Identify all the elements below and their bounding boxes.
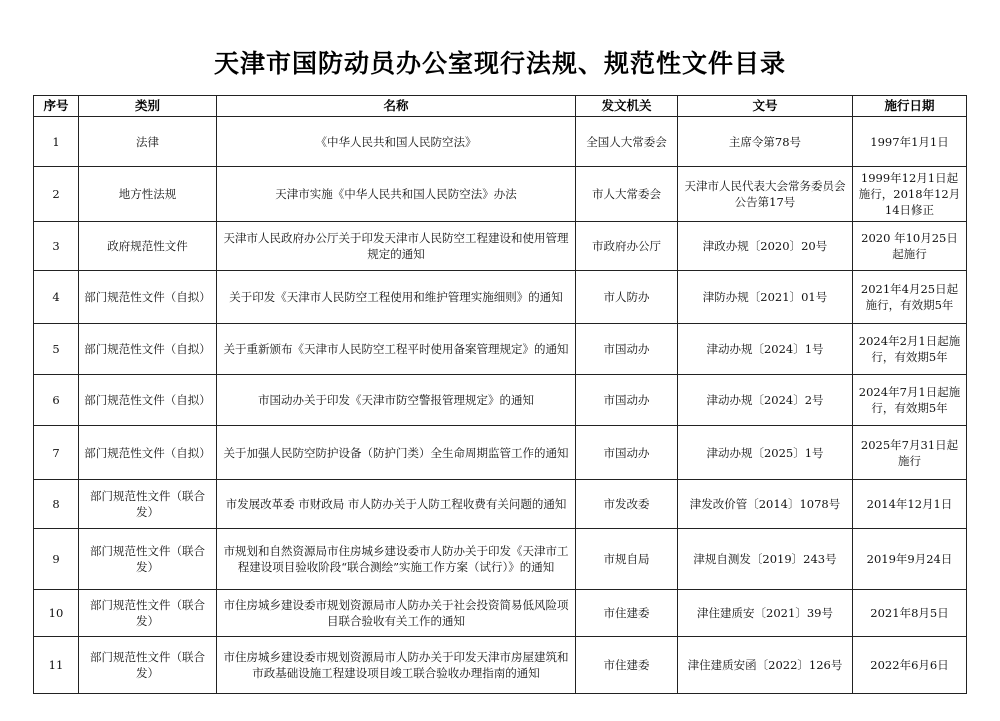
header-category: 类别 — [79, 96, 217, 117]
table-row — [34, 167, 967, 222]
table-row — [34, 426, 967, 480]
table-row — [34, 324, 967, 375]
cell-issuer: 市政府办公厅 — [576, 222, 678, 271]
table-row — [34, 529, 967, 590]
cell-category: 法律 — [79, 117, 217, 167]
cell-doc-number: 津发改价管〔2014〕1078号 — [678, 480, 853, 529]
cell-effective-date: 2024年7月1日起施行，有效期5年 — [853, 375, 967, 426]
cell-issuer: 市国动办 — [576, 426, 678, 480]
cell-category: 部门规范性文件（自拟） — [79, 271, 217, 324]
cell-index: 4 — [34, 271, 79, 324]
cell-index: 7 — [34, 426, 79, 480]
cell-issuer: 市人大常委会 — [576, 167, 678, 222]
cell-doc-number: 津政办规〔2020〕20号 — [678, 222, 853, 271]
cell-index: 9 — [34, 529, 79, 590]
cell-issuer: 市人防办 — [576, 271, 678, 324]
cell-name: 关于印发《天津市人民防空工程使用和维护管理实施细则》的通知 — [217, 271, 576, 324]
cell-name: 天津市实施《中华人民共和国人民防空法》办法 — [217, 167, 576, 222]
cell-category: 部门规范性文件（联合发） — [79, 480, 217, 529]
cell-doc-number: 津动办规〔2024〕2号 — [678, 375, 853, 426]
header-index: 序号 — [34, 96, 79, 117]
table-header-row — [34, 96, 967, 117]
table-row — [34, 222, 967, 271]
cell-issuer: 全国人大常委会 — [576, 117, 678, 167]
cell-issuer: 市住建委 — [576, 637, 678, 694]
cell-index: 5 — [34, 324, 79, 375]
cell-name: 天津市人民政府办公厅关于印发天津市人民防空工程建设和使用管理规定的通知 — [217, 222, 576, 271]
cell-category: 政府规范性文件 — [79, 222, 217, 271]
cell-index: 2 — [34, 167, 79, 222]
cell-index: 6 — [34, 375, 79, 426]
cell-effective-date: 2024年2月1日起施行，有效期5年 — [853, 324, 967, 375]
cell-category: 部门规范性文件（自拟） — [79, 324, 217, 375]
cell-doc-number: 津防办规〔2021〕01号 — [678, 271, 853, 324]
cell-index: 1 — [34, 117, 79, 167]
cell-effective-date: 2019年9月24日 — [853, 529, 967, 590]
cell-doc-number: 津动办规〔2024〕1号 — [678, 324, 853, 375]
cell-effective-date: 2025年7月31日起施行 — [853, 426, 967, 480]
cell-effective-date: 1997年1月1日 — [853, 117, 967, 167]
cell-category: 部门规范性文件（自拟） — [79, 375, 217, 426]
cell-issuer: 市住建委 — [576, 590, 678, 637]
cell-effective-date: 1999年12月1日起施行，2018年12月14日修正 — [853, 167, 967, 222]
cell-effective-date: 2021年8月5日 — [853, 590, 967, 637]
cell-index: 3 — [34, 222, 79, 271]
cell-index: 8 — [34, 480, 79, 529]
cell-effective-date: 2022年6月6日 — [853, 637, 967, 694]
cell-name: 《中华人民共和国人民防空法》 — [217, 117, 576, 167]
cell-issuer: 市规自局 — [576, 529, 678, 590]
cell-doc-number: 津住建质安〔2021〕39号 — [678, 590, 853, 637]
cell-category: 地方性法规 — [79, 167, 217, 222]
cell-category: 部门规范性文件（自拟） — [79, 426, 217, 480]
header-effective-date: 施行日期 — [853, 96, 967, 117]
table-row — [34, 375, 967, 426]
cell-effective-date: 2014年12月1日 — [853, 480, 967, 529]
regulations-table — [33, 95, 967, 694]
cell-doc-number: 津动办规〔2025〕1号 — [678, 426, 853, 480]
table-row — [34, 590, 967, 637]
cell-category: 部门规范性文件（联合发） — [79, 590, 217, 637]
cell-name: 市发展改革委 市财政局 市人防办关于人防工程收费有关问题的通知 — [217, 480, 576, 529]
cell-doc-number: 津规自测发〔2019〕243号 — [678, 529, 853, 590]
cell-doc-number: 天津市人民代表大会常务委员会公告第17号 — [678, 167, 853, 222]
cell-name: 市住房城乡建设委市规划资源局市人防办关于印发天津市房屋建筑和市政基础设施工程建设项目竣工联合验收办理指南的通知 — [217, 637, 576, 694]
cell-name: 关于加强人民防空防护设备（防护门类）全生命周期监管工作的通知 — [217, 426, 576, 480]
cell-index: 11 — [34, 637, 79, 694]
cell-index: 10 — [34, 590, 79, 637]
header-name: 名称 — [217, 96, 576, 117]
cell-name: 市规划和自然资源局市住房城乡建设委市人防办关于印发《天津市工程建设项目验收阶段“联合测绘”实施工作方案（试行）》的通知 — [217, 529, 576, 590]
table-row — [34, 271, 967, 324]
cell-name: 市住房城乡建设委市规划资源局市人防办关于社会投资简易低风险项目联合验收有关工作的通知 — [217, 590, 576, 637]
cell-category: 部门规范性文件（联合发） — [79, 637, 217, 694]
cell-effective-date: 2021年4月25日起施行，有效期5年 — [853, 271, 967, 324]
cell-name: 市国动办关于印发《天津市防空警报管理规定》的通知 — [217, 375, 576, 426]
table-row — [34, 637, 967, 694]
cell-issuer: 市发改委 — [576, 480, 678, 529]
header-doc-number: 文号 — [678, 96, 853, 117]
cell-effective-date: 2020 年10月25日起施行 — [853, 222, 967, 271]
cell-doc-number: 津住建质安函〔2022〕126号 — [678, 637, 853, 694]
table-row — [34, 117, 967, 167]
cell-category: 部门规范性文件（联合发） — [79, 529, 217, 590]
table-row — [34, 480, 967, 529]
header-issuer: 发文机关 — [576, 96, 678, 117]
cell-issuer: 市国动办 — [576, 375, 678, 426]
cell-doc-number: 主席令第78号 — [678, 117, 853, 167]
page-title: 天津市国防动员办公室现行法规、规范性文件目录 — [213, 49, 786, 78]
cell-issuer: 市国动办 — [576, 324, 678, 375]
cell-name: 关于重新颁布《天津市人民防空工程平时使用备案管理规定》的通知 — [217, 324, 576, 375]
